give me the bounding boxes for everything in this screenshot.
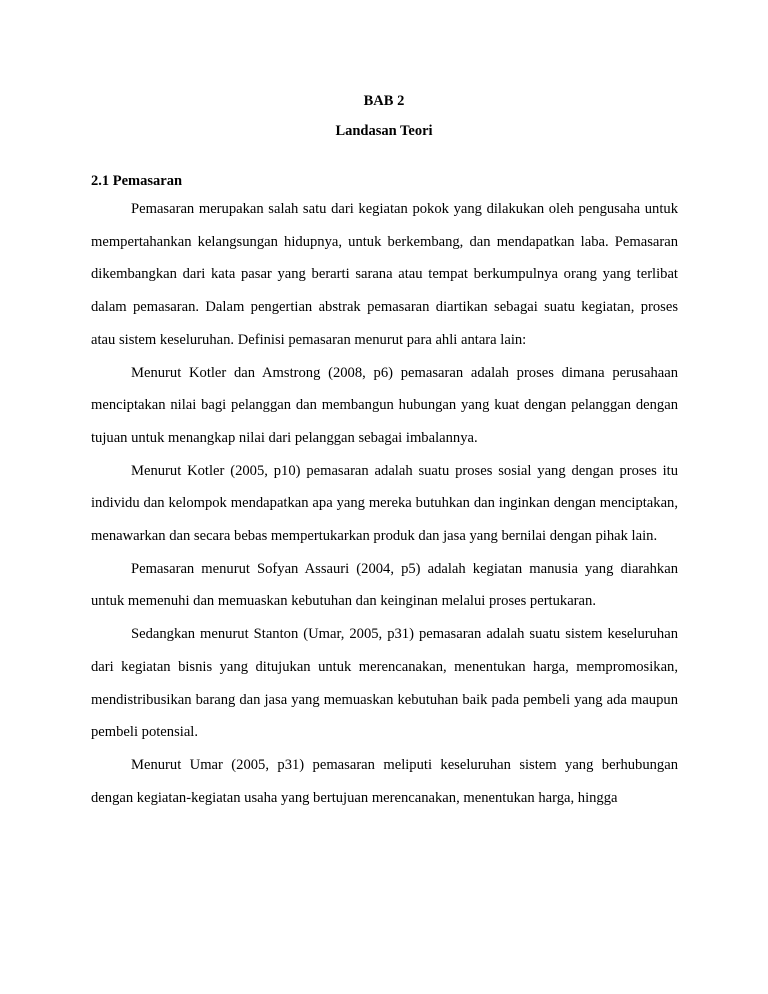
paragraph: Pemasaran menurut Sofyan Assauri (2004, p5) adalah kegiatan manusia yang diarahkan untuk memenuhi dan memuaskan kebutuhan dan keinginan melalui proses pertukaran. [91,560,678,610]
chapter-label: BAB 2 [363,93,405,109]
paragraph: Sedangkan menurut Stanton (Umar, 2005, p31) pemasaran adalah suatu sistem keseluruhan dari kegiatan bisnis yang ditujukan untuk merencanakan, menentukan harga, mempromosikan, mendistribusikan barang dan jasa yang memuaskan kebutuhan baik pada pembeli yang ada maupun pembeli potensial. [91,626,678,741]
body-text [91,193,678,814]
section-heading: 2.1 Pemasaran [91,173,183,189]
paragraph: Menurut Umar (2005, p31) pemasaran meliputi keseluruhan sistem yang berhubungan dengan kegiatan-kegiatan usaha yang bertujuan merencanakan, menentukan harga, hingga [91,756,678,806]
paragraph: Pemasaran merupakan salah satu dari kegiatan pokok yang dilakukan oleh pengusaha untuk mempertahankan kelangsungan hidupnya, untuk berkembang, dan mendapatkan laba. Pemasaran dikembangkan dari kata pasar yang berarti sarana atau tempat berkumpulnya orang yang terlibat dalam pemasaran. Dalam pengertian abstrak pemasaran diartikan sebagai suatu kegiatan, proses atau sistem keseluruhan. Definisi pemasaran menurut para ahli antara lain: [91,201,678,348]
chapter-title: Landasan Teori [335,123,433,139]
paragraph: Menurut Kotler (2005, p10) pemasaran adalah suatu proses sosial yang dengan proses itu individu dan kelompok mendapatkan apa yang mereka butuhkan dan inginkan dengan menciptakan, menawarkan dan secara bebas mempertukarkan produk dan jasa yang bernilai dengan pihak lain. [91,462,678,545]
paragraph: Menurut Kotler dan Amstrong (2008, p6) pemasaran adalah proses dimana perusahaan menciptakan nilai bagi pelanggan dan membangun hubungan yang kuat dengan pelanggan dengan tujuan untuk menangkap nilai dari pelanggan sebagai imbalannya. [91,364,678,446]
